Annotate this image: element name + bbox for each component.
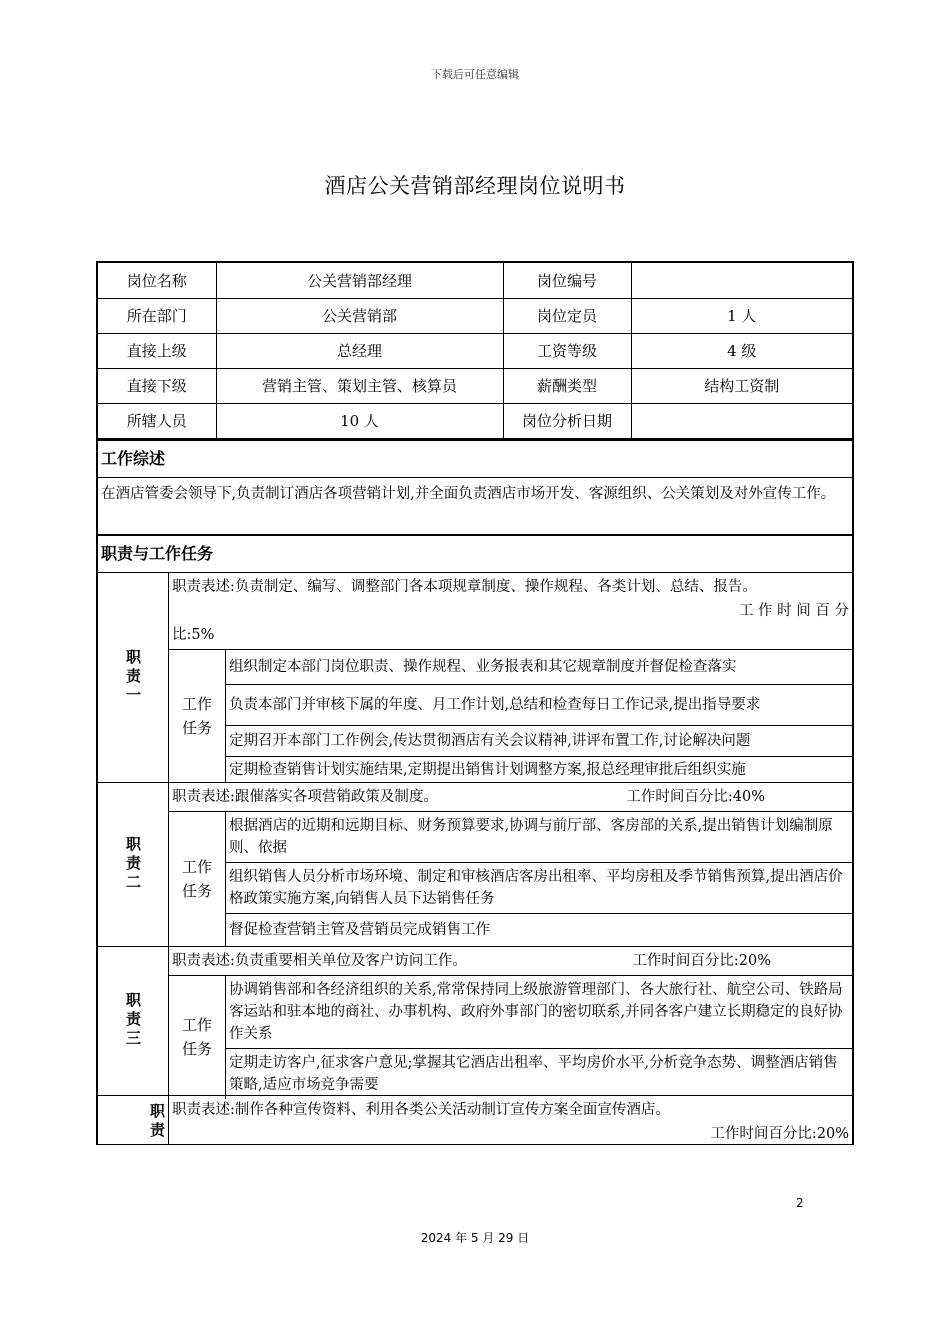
info-value: 营销主管、策划主管、核算员 [216,368,503,403]
duty-3-name: 职责三 [98,947,169,1095]
header-note: 下载后可任意编辑 [431,68,519,81]
duty-3-task: 定期走访客户,征求客户意见;掌握其它酒店出租率、平均房价水平,分析竞争态势、调整酒店销售策略,适应市场竞争需要 [229,1054,838,1093]
info-row [98,333,852,368]
info-label: 岗位定员 [503,298,631,333]
info-value: 总经理 [216,333,503,368]
info-value: 10 人 [216,403,503,438]
duty-2-task: 根据酒店的近期和远期目标、财务预算要求,协调与前厅部、客房部的关系,提出销售计划编制原则、依据 [226,812,852,863]
summary-text: 在酒店管委会领导下,负责制订酒店各项营销计划,并全面负责酒店市场开发、客源组织、公关策划及对外宣传工作。 [98,478,852,536]
info-row [98,263,852,298]
info-label: 薪酬类型 [503,368,631,403]
info-label: 所在部门 [98,298,216,333]
duty-3-description [169,947,852,976]
duty-2 [98,783,852,947]
duty-2-name: 职责二 [98,783,169,946]
duty-4-pct: 工作时间百分比:20% [710,1125,849,1142]
duty-3-desc-text: 职责表述:负责重要相关单位及客户访问工作。 [172,952,467,969]
duty-2-desc-text: 职责表述:跟催落实各项营销政策及制度。 [172,788,438,805]
info-label: 工资等级 [503,333,631,368]
duty-1-pct-value: 比:5% [172,626,215,643]
duty-1-task: 组织制定本部门岗位职责、操作规程、业务报表和其它规章制度并督促检查落实 [226,650,852,685]
duty-1-task: 负责本部门并审核下属的年度、月工作计划,总结和检查每日工作记录,提出指导要求 [226,685,852,726]
page-number: 2 [796,1196,804,1210]
duty-2-task-label: 工作任务 [169,812,226,946]
duty-3-pct: 工作时间百分比:20% [632,952,771,969]
info-value: 公关营销部 [216,298,503,333]
page-title: 酒店公关营销部经理岗位说明书 [324,174,626,198]
duty-1-name: 职责一 [98,573,169,782]
info-value: 4 级 [631,333,852,368]
info-row [98,368,852,403]
info-row [98,298,852,333]
duty-4-description [169,1096,852,1146]
duty-2-task: 督促检查营销主管及营销员完成销售工作 [229,921,490,938]
info-label: 岗位名称 [98,263,216,298]
duty-1-task: 定期召开本部门工作例会,传达贯彻酒店有关会议精神,讲评布置工作,讨论解决问题 [226,726,852,757]
info-value [631,263,852,298]
info-value: 公关营销部经理 [216,263,503,298]
duty-2-description [169,783,852,812]
duty-2-task: 组织销售人员分析市场环境、制定和审核酒店客房出租率、平均房租及季节销售预算,提出酒店价格政策实施方案,向销售人员下达销售任务 [226,863,852,914]
footer-date: 2024 年 5 月 29 日 [420,1231,530,1245]
info-value: 结构工资制 [631,368,852,403]
duty-4-desc-text: 职责表述:制作各种宣传资料、利用各类公关活动制订宣传方案全面宣传酒店。 [172,1101,670,1118]
summary-heading: 工作综述 [98,439,852,478]
duty-1-task-label: 工作任务 [169,650,226,783]
info-label: 岗位分析日期 [503,403,631,438]
duty-3-task: 协调销售部和各经济组织的关系,常常保持同上级旅游管理部门、各大旅行社、航空公司、铁路局客运站和驻本地的商社、办事机构、政府外事部门的密切联系,并同各客户建立长期稳定的良好协作关系 [226,976,852,1049]
basic-info-table [98,263,852,439]
job-description-table [96,261,854,1145]
info-value [631,403,852,438]
duty-1-pct-label: 工 作 时 间 百 分 [738,602,849,619]
duties-heading: 职责与工作任务 [98,536,852,573]
info-label: 岗位编号 [503,263,631,298]
duty-4 [98,1096,852,1146]
info-row [98,403,852,438]
info-label: 所辖人员 [98,403,216,438]
duty-3-task-label: 工作任务 [169,976,226,1099]
duty-2-pct: 工作时间百分比:40% [626,788,765,805]
duty-4-name: 职责 [98,1096,169,1146]
duty-1 [98,573,852,783]
duty-1-task: 定期检查销售计划实施结果,定期提出销售计划调整方案,报总经理审批后组织实施 [229,761,746,778]
duty-1-desc-text: 职责表述:负责制定、编写、调整部门各本项规章制度、操作规程、各类计划、总结、报告。 [172,578,757,595]
info-label: 直接上级 [98,333,216,368]
info-label: 直接下级 [98,368,216,403]
duty-3 [98,947,852,1096]
info-value: 1 人 [631,298,852,333]
duty-1-description [169,573,852,650]
